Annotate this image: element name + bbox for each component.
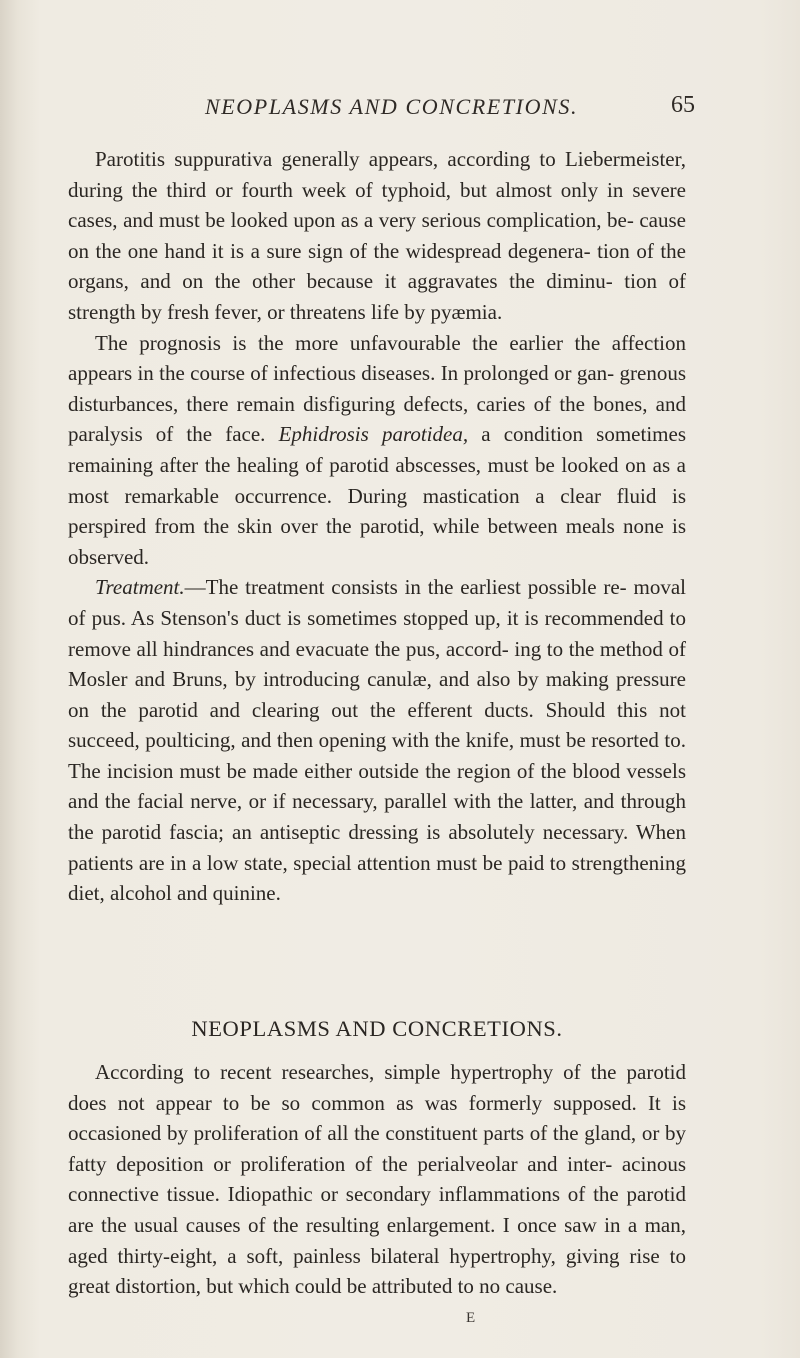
- term-treatment: Treatment.: [95, 575, 185, 600]
- paragraph-treatment: [68, 572, 686, 909]
- signature-mark: E: [466, 1310, 477, 1326]
- page-header: [205, 94, 695, 130]
- paragraph-prognosis: [68, 328, 686, 573]
- treatment-text: —The treatment consists in the earliest possible re- moval of pus. As Stenson's duct is sometimes stopped up, it is recommended to remove all hindrances and evacuate the pus, accord- ing to the method of Mosler and Bruns, by introducing canulæ, and also by making pressure on the parotid and clearing out the efferent ducts. Should this not succeed, poulticing, and then opening with the knife, must be resorted to. The incision must be made either outside the region of the blood vessels and the facial nerve, or if necessary, parallel with the latter, and through the parotid fascia; an antiseptic dressing is absolutely necessary. When patients are in a low state, special attention must be paid to strengthening diet, alcohol and quinine.: [68, 575, 686, 906]
- paragraph-parotitis: Parotitis suppurativa generally appears, according to Liebermeister, during the third or fourth week of typhoid, but almost only in severe cases, and must be looked upon as a very serious complication, be- cause on the one hand it is a sure sign of the widespread degenera- tion of the organs, and on the other because it aggravates the diminu- tion of strength by fresh fever, or threatens life by pyæmia.: [68, 147, 686, 324]
- page-number: 65: [671, 92, 695, 118]
- prognosis-text: The prognosis is the more unfavourable the earlier the affection appears in the course of infectious diseases. In prolonged or gan- grenous disturbances, there remain disfiguring defects, caries of the bones, and paralysis of the face.: [68, 330, 686, 447]
- term-ephidrosis: Ephidrosis parotidea,: [278, 422, 469, 447]
- prognosis-text-continued: a condition sometimes remaining after the healing of parotid abscesses, must be looked on as a most remarkable occurrence. During mastication a clear fluid is perspired from the skin over the parotid, while between meals none is observed.: [68, 422, 686, 569]
- section-body-text: [68, 1057, 686, 1302]
- body-text: [68, 144, 686, 909]
- paragraph-hypertrophy: According to recent researches, simple hypertrophy of the parotid does not appear to be so common as was formerly supposed. It is occasioned by proliferation of all the constituent parts of the gland, or by fatty deposition or proliferation of the perialveolar and inter- acinous connective tissue. Idiopathic or secondary inflammations of the parotid are the usual causes of the resulting enlargement. I once saw in a man, aged thirty-eight, a soft, painless bilateral hypertrophy, giving rise to great distortion, but which could be attributed to no cause.: [68, 1060, 686, 1299]
- section-heading: NEOPLASMS AND CONCRETIONS.: [191, 1016, 563, 1041]
- running-head: NEOPLASMS AND CONCRETIONS.: [205, 94, 579, 119]
